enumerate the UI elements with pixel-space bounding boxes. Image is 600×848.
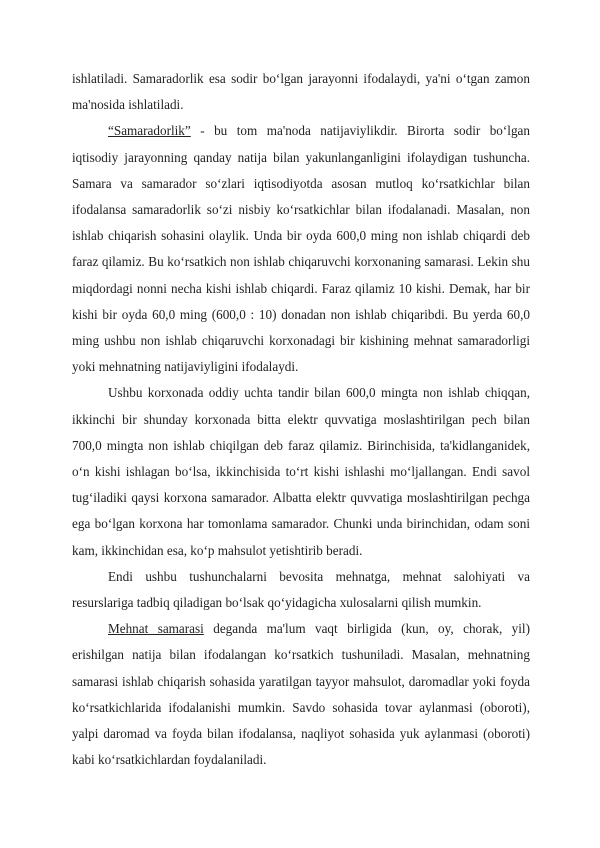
paragraph-2-body: - bu tom ma'noda natijaviylikdir. Birorta sodir bo‘lgan iqtisodiy jarayonning qanday natija bilan yakunlanganligini ifolaydigan tushuncha. Samara va samarador so‘zlari iqtisodiyotda asosan mutloq ko‘rsatkichlar bilan ifodalansa samaradorlik so‘zi nisbiy ko‘rsatkichlar bilan ifodalanadi. Masalan, non ishlab chiqarish sohasini olaylik. Unda bir oyda 600,0 ming non ishlab chiqardi deb faraz qilamiz. Bu ko‘rsatkich non ishlab chiqaruvchi korxonaning samarasi. Lekin shu miqdordagi nonni necha kishi ishlab chiqardi. Faraz qilamiz 10 kishi. Demak, har bir kishi bir oyda 60,0 ming (600,0 : 10) donadan non ishlab chiqaribdi. Bu yerda 60,0 ming ushbu non ishlab chiqaruvchi korxonadagi bir kishining mehnat samaradorligi yoki mehnatning natijaviyligini ifodalaydi. [72,123,530,375]
body-text [72,66,530,773]
paragraph-5 [72,616,530,773]
paragraph-4: Endi ushbu tushunchalarni bevosita mehnatga, mehnat salohiyati va resurslariga tadbiq qiladigan bo‘lsak qo‘yidagicha xulosalarni qilish mumkin. [72,568,530,611]
paragraph-2 [72,118,530,380]
term-samaradorlik: “Samaradorlik” [108,123,191,139]
paragraph-5-body: deganda ma'lum vaqt birligida (kun, oy, chorak, yil) erishilgan natija bilan ifodalangan ko‘rsatkich tushuniladi. Masalan, mehnatning samarasi ishlab chiqarish sohasida yaratilgan tayyor mahsulot, daromadlar yoki foyda ko‘rsatkichlarida ifodalanishi mumkin. Savdo sohasida tovar aylanmasi (oboroti), yalpi daromad va foyda bilan ifodalansa, naqliyot sohasida yuk aylanmasi (oboroti) kabi ko‘rsatkichlardan foydalaniladi. [72,621,530,768]
paragraph-3: Ushbu korxonada oddiy uchta tandir bilan 600,0 mingta non ishlab chiqqan, ikkinchi bir shunday korxonada bitta elektr quvvatiga moslashtirilgan pech bilan 700,0 mingta non ishlab chiqilgan deb faraz qilamiz. Birinchisida, ta'kidlanganidek, o‘n kishi ishlagan bo‘lsa, ikkinchisida to‘rt kishi ishlashi mo‘ljallangan. Endi savol tug‘iladiki qaysi korxona samarador. Albatta elektr quvvatiga moslashtirilgan pechga ega bo‘lgan korxona har tomonlama samarador. Chunki unda birinchidan, odam soni kam, ikkinchidan esa, ko‘p mahsulot yetishtirib beradi. [72,385,530,558]
term-mehnat-samarasi: Mehnat samarasi [108,621,204,637]
paragraph-1: ishlatiladi. Samaradorlik esa sodir bo‘lgan jarayonni ifodalaydi, ya'ni o‘tgan zamon ma'nosida ishlatiladi. [72,71,530,113]
